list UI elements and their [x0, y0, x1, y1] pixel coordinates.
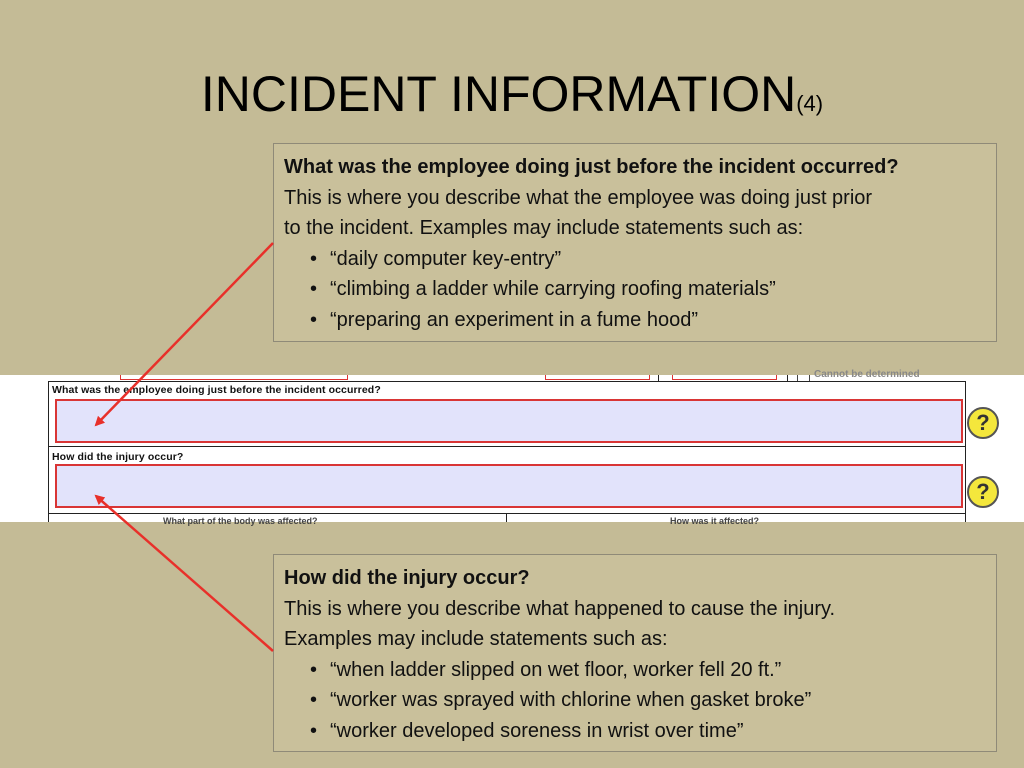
example-item: • “climbing a ladder while carrying roofing materials” — [310, 274, 986, 305]
callout-employee-doing-line2: to the incident. Examples may include statements such as: — [284, 217, 804, 239]
label-how-affected: How was it affected? — [670, 516, 760, 526]
help-icon-employee-doing[interactable]: ? — [967, 407, 999, 439]
callout-how-injury-line1: This is where you describe what happened to cause the injury. — [284, 597, 836, 620]
example-item: • “daily computer key-entry” — [310, 244, 986, 275]
arrow-to-how-field — [96, 496, 273, 651]
arrow-to-doing-field — [96, 243, 273, 425]
slide-number: (4) — [796, 91, 824, 116]
example-item: • “when ladder slipped on wet floor, worker fell 20 ft.” — [310, 655, 986, 686]
example-item: • “preparing an experiment in a fume hood” — [310, 305, 986, 336]
slide-title-text: INCIDENT INFORMATION — [200, 66, 797, 122]
callout-employee-doing-line1: This is where you describe what the employee was doing just prior — [284, 186, 873, 209]
callout-how-injury-question: How did the injury occur? — [284, 567, 530, 589]
help-icon-how-injury[interactable]: ? — [967, 476, 999, 508]
example-item: • “worker was sprayed with chlorine when gasket broke” — [310, 685, 986, 716]
callout-employee-doing-question: What was the employee doing just before the incident occurred? — [284, 156, 899, 178]
label-body-part: What part of the body was affected? — [163, 516, 318, 526]
cannot-determine-label: Cannot be determined — [814, 369, 920, 380]
example-item: • “worker developed soreness in wrist over time” — [310, 716, 986, 747]
label-employee-doing: What was the employee doing just before the incident occurred? — [52, 384, 381, 396]
callout-how-injury-line2: Examples may include statements such as: — [284, 628, 668, 650]
label-how-injury: How did the injury occur? — [52, 451, 184, 463]
